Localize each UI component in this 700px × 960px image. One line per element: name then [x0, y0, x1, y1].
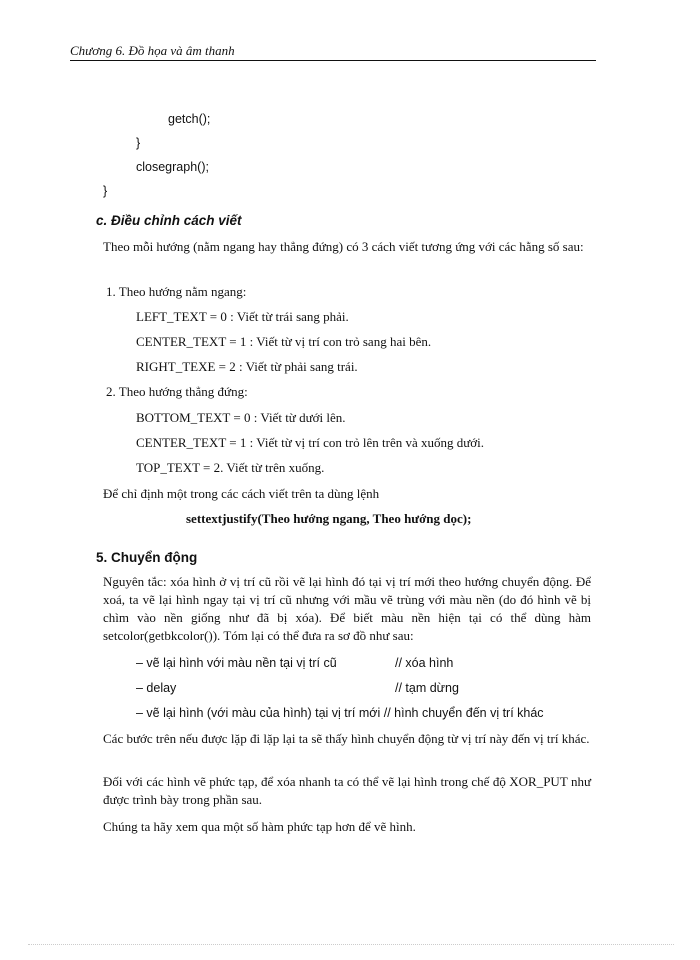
code-closegraph: closegraph();: [136, 160, 209, 174]
horizontal-left-text: LEFT_TEXT = 0 : Viết từ trái sang phải.: [136, 309, 349, 324]
list-item-horizontal: 1. Theo hướng nằm ngang:: [106, 284, 247, 299]
section-5-para4: Chúng ta hãy xem qua một số hàm phức tạp hơn để vẽ hình.: [103, 819, 416, 834]
vertical-center-text: CENTER_TEXT = 1 : Viết từ vị trí con trỏ lên trên và xuống dưới.: [136, 435, 485, 450]
header-rule: [70, 60, 596, 61]
code-getch: getch();: [168, 112, 211, 126]
section-5-para1: Nguyên tắc: xóa hình ở vị trí cũ rồi vẽ lại hình đó tại vị trí mới theo hướng chuyển động. Để xoá, ta vẽ lại hình ngay tại vị trí cũ nhưng với mầu vẽ trùng với màu nền (do đó hình vẽ bị chìm vào nền giống như đã bị xóa). Để biết màu nền hiện tại có thể dùng hàm setcolor(getbkcolor()). Tóm lại có thể đưa ra sơ đồ như sau:: [103, 574, 591, 643]
section-c-conclusion: Để chỉ định một trong các cách viết trên ta dùng lệnh: [103, 486, 380, 501]
page-header: Chương 6. Đồ họa và âm thanh: [70, 43, 235, 58]
horizontal-right-text: RIGHT_TEXE = 2 : Viết từ phải sang trái.: [136, 359, 358, 374]
section-c-intro: Theo mỗi hướng (nằm ngang hay thẳng đứng) có 3 cách viết tương ứng với các hằng số sau:: [103, 239, 584, 254]
code-close-brace-inner: }: [136, 136, 141, 150]
list-item-vertical: 2. Theo hướng thẳng đứng:: [106, 384, 248, 399]
section-c-heading: c. Điều chỉnh cách viết: [96, 213, 242, 228]
footer-rule: [28, 944, 674, 945]
section-5-para2: Các bước trên nếu được lặp đi lặp lại ta sẽ thấy hình chuyển động từ vị trí này đến vị trí khác.: [103, 731, 590, 746]
step-delay-comment: // tạm dừng: [395, 681, 459, 695]
step-redraw-action: – vẽ lại hình (với màu của hình) tại vị trí mới // hình chuyển đến vị trí khác: [136, 706, 544, 720]
settextjustify-command: settextjustify(Theo hướng ngang, Theo hướng dọc);: [186, 511, 472, 526]
section-5-para3: Đối với các hình vẽ phức tạp, để xóa nhanh ta có thể vẽ lại hình trong chế độ XOR_PUT như được trình bày trong phần sau.: [103, 774, 591, 807]
step-erase-action: – vẽ lại hình với màu nền tại vị trí cũ: [136, 656, 337, 670]
step-delay-action: – delay: [136, 681, 177, 695]
horizontal-center-text: CENTER_TEXT = 1 : Viết từ vị trí con trỏ sang hai bên.: [136, 334, 432, 349]
section-5-heading: 5. Chuyển động: [96, 550, 198, 565]
vertical-top-text: TOP_TEXT = 2. Viết từ trên xuống.: [136, 460, 325, 475]
step-erase-comment: // xóa hình: [395, 656, 454, 670]
code-close-brace-outer: }: [103, 184, 108, 198]
vertical-bottom-text: BOTTOM_TEXT = 0 : Viết từ dưới lên.: [136, 410, 346, 425]
